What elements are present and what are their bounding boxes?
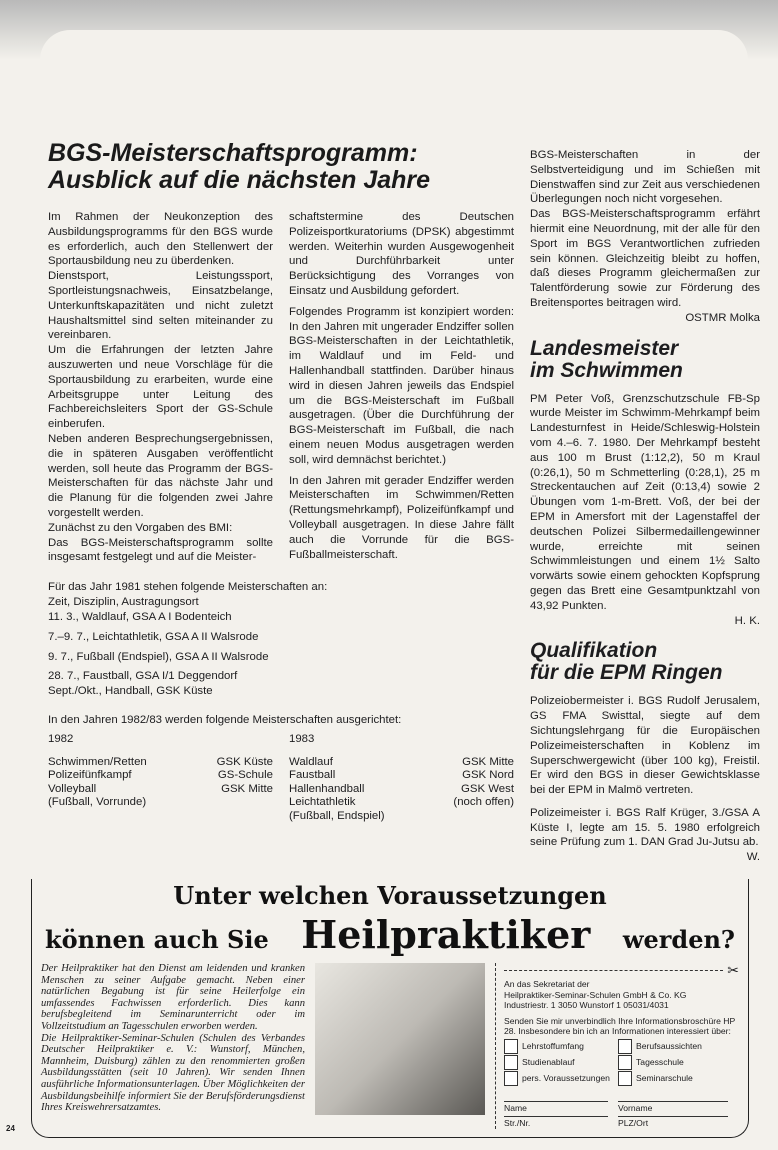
ad-coupon — [495, 963, 739, 1129]
discipline-cell: (Fußball, Endspiel) — [289, 809, 385, 822]
discipline-cell: (Fußball, Vorrunde) — [48, 796, 147, 809]
ad-headline-1: Unter welchen Voraussetzungen — [173, 881, 607, 911]
paragraph: schaftstermine des Deutschen Polizeisportkuratoriums (DPSK) abgestimmt werden. Weiterhin wurden Ausgewogenheit und Durchführbarkeit unter Berücksichtigung des Vorranges von Einsatz und Ausbildung gefordert. — [289, 211, 514, 297]
cut-line — [504, 970, 723, 971]
paragraph: PM Peter Voß, Grenzschutzschule FB-Sp wurde Meister im Schwimm-Mehrkampf beim Landesturnfest in Heide/Schleswig-Holstein vom 4.–6. 7. 1980. Der Mehrkampf besteht aus 100 m Brust (1:12,2), 50 m Kraul (0:26,1), 50 m Schmetterling (0:28,1), 25 m Streckentauchen auf Zeit (0:13,4) sowie 2 Übungen vom 1-m-Brett. Voß, der bei der EPM in Amersfort mit der Lagenstaffel der deutschen Polizei Silbermedaillengewinner wurde, erreichte mit seinen Schwimmleistungen und einem 1½ Salto vorwärts sowie einem gehockten Kopfsprung gegen das Brett eine Gesamtpunktzahl von 43,92 Punkten. — [530, 392, 760, 612]
schedule-1981 — [48, 580, 514, 699]
page-number: 24 — [6, 1123, 15, 1133]
schedule-item: 9. 7., Fußball (Endspiel), GSA A II Walsrode — [48, 650, 269, 663]
checkbox-label: Studienablauf — [522, 1057, 575, 1068]
checkbox-lehrstoffumfang[interactable] — [504, 1039, 618, 1055]
checkbox-label: Seminarschule — [636, 1073, 693, 1084]
paragraph: Zunächst zu den Vorgaben des BMI: — [48, 521, 233, 534]
title-line: Qualifikation — [530, 639, 658, 663]
venue-cell: GSK Mitte — [221, 782, 273, 795]
checkbox-seminarschule[interactable] — [618, 1071, 702, 1087]
ad-headline-heilpraktiker: Heilpraktiker — [301, 912, 591, 958]
table-1983 — [289, 732, 514, 824]
coupon-request: Senden Sie mir unverbindlich Ihre Informationsbroschüre HP 28. Insbesondere bin ich an Informationen interessiert über: — [504, 1015, 736, 1037]
table-1982 — [48, 732, 273, 824]
table-row — [289, 756, 514, 770]
schedule-1982-83-intro — [48, 713, 514, 728]
article-col-3 — [530, 140, 760, 865]
qualifikation-title — [530, 640, 760, 684]
paragraph: Das BGS-Meisterschaftsprogramm erfährt hiermit eine Neuordnung, mit der alle für den Sport im BGS Verantwortlichen zufrieden sein können. Gleichzeitig bleibt zu hoffen, daß dieses Programm gleichermaßen zur Talentförderung sowie zur Förderung des Breitensportes beitragen wird. — [530, 208, 760, 309]
article-left-area — [48, 140, 514, 823]
author: W. — [746, 851, 760, 864]
checkbox-tagesschule[interactable] — [618, 1055, 702, 1071]
vorname-field[interactable]: Vorname — [618, 1101, 728, 1114]
ad-paragraph: Der Heilpraktiker hat den Dienst am leidenden und kranken Menschen zu seiner Aufgabe gemacht. Neben einer natürlichen Begabung ist für seine Heilerfolge ein umfassendes Fachwissen erforderlich. Dies kann berufsbegleitend im Seminarunterricht oder im Vollzeitstudium an Tagesschulen erworben werden. — [41, 963, 305, 1033]
discipline-cell: Schwimmen/Retten — [48, 755, 147, 768]
table-row — [289, 796, 514, 810]
venue-cell: GSK Mitte — [462, 755, 514, 768]
coupon-address: Industriestr. 1 3050 Wunstorf 1 05031/4031 — [504, 1000, 669, 1011]
ad-photo — [315, 963, 485, 1115]
landesmeister-title — [530, 338, 760, 382]
discipline-cell: Hallenhandball — [289, 782, 365, 795]
paragraph: Neben anderen Besprechungsergebnissen, die in späteren Ausgaben veröffentlicht werden, soll heute das Programm der BGS-Meisterschaften für das nächste Jahr und die Planung für die folgenden zwei Jahre vorgestellt werden. — [48, 432, 273, 519]
table-row — [289, 769, 514, 783]
checkbox-label: pers. Voraussetzungen — [522, 1073, 610, 1084]
article-col-2 — [289, 210, 514, 568]
table-row — [289, 783, 514, 797]
venue-cell: GSK West — [461, 782, 514, 795]
schedule-item: 11. 3., Waldlauf, GSA A I Bodenteich — [48, 610, 232, 623]
city-field[interactable]: PLZ/Ort — [618, 1116, 728, 1129]
schedule-intro: Für das Jahr 1981 stehen folgende Meisterschaften an: — [48, 581, 328, 594]
discipline-cell: Polizeifünfkampf — [48, 769, 132, 782]
year-label: 1983 — [289, 732, 315, 745]
paragraph: Das BGS-Meisterschaftsprogramm sollte insgesamt festgelegt und auf die Meister- — [48, 536, 273, 564]
schedule-item: 28. 7., Faustball, GSA I/1 Deggendorf — [48, 670, 238, 683]
checkbox-voraussetzungen[interactable] — [504, 1071, 618, 1087]
paragraph: Um die Erfahrungen der letzten Jahre auszuwerten und neue Vorschläge für die Sportausbildung zu erarbeiten, wurde eine Arbeitsgruppe unter Leitung des Fachbereichsleiters Sport der GS-Schule einberufen. — [48, 344, 273, 431]
schedule-item: Sept./Okt., Handball, GSK Küste — [48, 685, 213, 698]
table-row — [48, 769, 273, 783]
schedule-item: 7.–9. 7., Leichtathletik, GSA A II Walsrode — [48, 630, 259, 643]
discipline-cell: Faustball — [289, 769, 336, 782]
schedule-intro: In den Jahren 1982/83 werden folgende Meisterschaften ausgerichtet: — [48, 713, 402, 726]
schedule-header: Zeit, Disziplin, Austragungsort — [48, 596, 199, 609]
title-line: für die EPM Ringen — [530, 661, 723, 685]
street-field[interactable]: Str./Nr. — [504, 1116, 608, 1129]
ad-headline-2 — [41, 913, 739, 957]
cut-line-row — [504, 963, 739, 977]
table — [48, 756, 273, 810]
table-row — [48, 796, 273, 810]
discipline-cell: Leichtathletik — [289, 796, 356, 809]
discipline-cell: Volleyball — [48, 782, 97, 795]
coupon-address: Heilpraktiker-Seminar-Schulen GmbH & Co. KG — [504, 989, 687, 1000]
paragraph: Dienstsport, Leistungssport, Sportleistungsnachweis, Einsatzbelange, Unterkunftskapazitäten und nicht zuletzt Haushaltsmittel sind selten miteinander zu vereinbaren. — [48, 270, 273, 342]
title-line: Ausblick auf die nächsten Jahre — [48, 166, 431, 194]
article-area — [48, 0, 760, 865]
checkbox-studienablauf[interactable] — [504, 1055, 618, 1071]
venue-cell: GSK Küste — [216, 755, 273, 768]
table-row — [289, 810, 514, 824]
author: H. K. — [734, 614, 760, 627]
discipline-cell: Waldlauf — [289, 755, 333, 768]
venue-cell — [420, 810, 514, 824]
checkbox-label: Berufsaussichten — [636, 1041, 702, 1052]
venue-cell: (noch offen) — [453, 796, 514, 809]
paragraph: In den Jahren mit gerader Endziffer werden Meisterschaften im Schwimmen/Retten (Rettungsmehrkampf), Polizeifünfkampf und Volleyball ausgetragen. In diese Jahre fällt auch die Vorrunde für die BGS-Fußballmeisterschaft. — [289, 474, 514, 561]
venue-cell: GS-Schule — [217, 769, 273, 782]
name-field[interactable]: Name — [504, 1101, 608, 1114]
table-row — [48, 783, 273, 797]
checkbox-label: Lehrstoffumfang — [522, 1041, 584, 1052]
title-line: Landesmeister — [530, 336, 679, 360]
table — [289, 756, 514, 824]
venue-cell — [184, 796, 273, 810]
scissors-icon: ✂ — [727, 962, 739, 979]
author: OSTMR Molka — [685, 311, 760, 324]
schedule-1982-83 — [48, 732, 514, 824]
checkbox-berufsaussichten[interactable] — [618, 1039, 702, 1055]
paragraph: Polizeiobermeister i. BGS Rudolf Jerusalem, GS FMA Swisttal, siegte auf dem Sichtungslehrgang für die Europäischen Polizeimeisterschaften in Koblenz im Superschwergewicht (über 100 kg), Freistil. Er wird den BGS in dieser Gewichtsklasse bei der EPM in Malmö vertreten. — [530, 695, 760, 797]
checkbox-label: Tagesschule — [636, 1057, 684, 1068]
title-line: BGS-Meisterschaftsprogramm: — [48, 139, 418, 167]
coupon-address: An das Sekretariat der — [504, 979, 590, 990]
ad-headline-2a: können auch Sie — [45, 925, 269, 955]
table-row — [48, 756, 273, 770]
paragraph: Im Rahmen der Neukonzeption des Ausbildungsprogramms für den BGS wurde es erforderlich, auch den Stellenwert der Sportausbildung neu zu überdenken. — [48, 211, 273, 268]
paragraph: Folgendes Programm ist konzipiert worden: In den Jahren mit ungerader Endziffer sollen BGS-Meisterschaften in der Leichtathletik, im Waldlauf und im Feld- und Hallenhandball stattfinden. Darüber hinaus wird in diesen Jahren jeweils das Endspiel um die BGS-Meisterschaft im Fußball ausgetragen. (Über die Durchführung der BGS-Meisterschaft im Fußball, die nach einem neuen Modus ausgetragen werden soll, wird demnächst berichtet.) — [289, 305, 514, 466]
title-line: im Schwimmen — [530, 358, 683, 382]
paragraph: BGS-Meisterschaften in der Selbstverteidigung und im Schießen mit Dienstwaffen sind zur Zeit aus verschiedenen Überlegungen noch nicht vorgesehen. — [530, 149, 760, 206]
year-label: 1982 — [48, 732, 74, 745]
article-col-1 — [48, 210, 273, 568]
paragraph: Polizeimeister i. BGS Ralf Krüger, 3./GSA A Küste I, legte am 15. 5. 1980 erfolgreich seine Prüfung zum 1. DAN Grad Ju-Jutsu ab. — [530, 806, 760, 849]
ad-text — [41, 963, 305, 1114]
venue-cell: GSK Nord — [462, 769, 514, 782]
article-title — [48, 140, 514, 194]
ad-headline-2c: werden? — [622, 925, 735, 955]
ad-paragraph: Die Heilpraktiker-Seminar-Schulen (Schulen des Verbandes Deutscher Heilpraktiker e. V.: Wunstorf, München, Mannheim, Duisburg) zählen zu den renommierten großen Ausbildungsstätten (seit 10 Jahren). Wir senden Ihnen ausführliche Informationsunterlagen. Über Möglichkeiten der Ausbildungsbeihilfe informiert Sie der Berufsförderungsdienst Ihres Kreiswehrersatzamtes. — [41, 1032, 305, 1114]
heilpraktiker-ad — [6, 879, 749, 1138]
